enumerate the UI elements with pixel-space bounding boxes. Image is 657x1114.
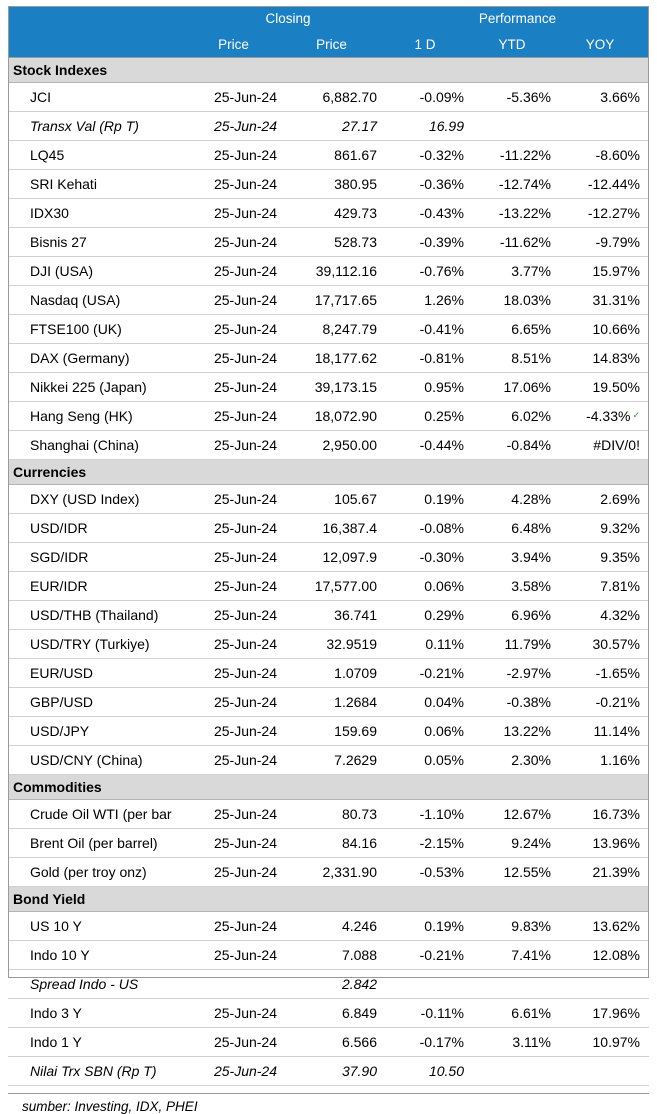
table-row <box>8 373 649 402</box>
table-row <box>8 257 649 286</box>
row-date: 25-Jun-24 <box>190 572 286 601</box>
row-label: SGD/IDR <box>8 543 190 572</box>
row-price: 1.2684 <box>286 688 386 717</box>
row-label: Bisnis 27 <box>8 228 190 257</box>
row-price: 528.73 <box>286 228 386 257</box>
row-label: US 10 Y <box>8 912 190 941</box>
table-row <box>8 315 649 344</box>
row-price: 159.69 <box>286 717 386 746</box>
row-price: 6.566 <box>286 1028 386 1057</box>
row-1d: -0.32% <box>386 141 473 170</box>
row-1d: -0.09% <box>386 83 473 112</box>
row-price: 8,247.79 <box>286 315 386 344</box>
row-price: 6,882.70 <box>286 83 386 112</box>
row-1d: 0.25% <box>386 402 473 431</box>
row-label: IDX30 <box>8 199 190 228</box>
table-row <box>8 141 649 170</box>
source-note: sumber: Investing, IDX, PHEI <box>8 1093 649 1114</box>
row-date: 25-Jun-24 <box>190 170 286 199</box>
row-price: 80.73 <box>286 800 386 829</box>
row-yoy: 21.39% <box>560 858 649 887</box>
header-performance: Performance <box>386 6 649 31</box>
row-label: USD/THB (Thailand) <box>8 601 190 630</box>
row-label: Nilai Trx SBN (Rp T) <box>8 1057 190 1086</box>
section-title: Stock Indexes <box>8 58 649 83</box>
row-1d: -0.44% <box>386 431 473 460</box>
row-yoy: -12.44% <box>560 170 649 199</box>
row-date: 25-Jun-24 <box>190 83 286 112</box>
row-1d: -1.10% <box>386 800 473 829</box>
table-row <box>8 1028 649 1057</box>
row-label: USD/CNY (China) <box>8 746 190 775</box>
header-sub-ytd: YTD <box>473 31 560 58</box>
row-date: 25-Jun-24 <box>190 688 286 717</box>
row-label: LQ45 <box>8 141 190 170</box>
row-1d: -0.36% <box>386 170 473 199</box>
row-price: 39,173.15 <box>286 373 386 402</box>
row-yoy: 10.66% <box>560 315 649 344</box>
table-row <box>8 344 649 373</box>
row-label: JCI <box>8 83 190 112</box>
row-yoy: -4.33% ✓ <box>560 402 649 431</box>
row-yoy: 16.73% <box>560 800 649 829</box>
row-label: Hang Seng (HK) <box>8 402 190 431</box>
row-label: Gold (per troy onz) <box>8 858 190 887</box>
row-date: 25-Jun-24 <box>190 141 286 170</box>
row-ytd: 7.41% <box>473 941 560 970</box>
row-label: USD/TRY (Turkiye) <box>8 630 190 659</box>
row-yoy: 4.32% <box>560 601 649 630</box>
row-label: Transx Val (Rp T) <box>8 112 190 141</box>
row-1d: -0.11% <box>386 999 473 1028</box>
row-1d: -0.39% <box>386 228 473 257</box>
table-row <box>8 199 649 228</box>
row-ytd: -2.97% <box>473 659 560 688</box>
row-label: USD/JPY <box>8 717 190 746</box>
row-1d: 0.19% <box>386 485 473 514</box>
row-label: GBP/USD <box>8 688 190 717</box>
row-yoy: 1.16% <box>560 746 649 775</box>
row-date: 25-Jun-24 <box>190 514 286 543</box>
table-row <box>8 514 649 543</box>
table-row <box>8 800 649 829</box>
row-ytd: -13.22% <box>473 199 560 228</box>
row-label: Nikkei 225 (Japan) <box>8 373 190 402</box>
row-date: 25-Jun-24 <box>190 999 286 1028</box>
row-label: FTSE100 (UK) <box>8 315 190 344</box>
row-1d: 0.04% <box>386 688 473 717</box>
row-ytd: 8.51% <box>473 344 560 373</box>
row-price: 12,097.9 <box>286 543 386 572</box>
row-1d: -0.21% <box>386 941 473 970</box>
row-date: 25-Jun-24 <box>190 286 286 315</box>
row-ytd: 3.77% <box>473 257 560 286</box>
row-ytd: 6.96% <box>473 601 560 630</box>
row-ytd <box>473 112 560 141</box>
table-row <box>8 858 649 887</box>
row-date: 25-Jun-24 <box>190 257 286 286</box>
row-date: 25-Jun-24 <box>190 941 286 970</box>
row-price: 84.16 <box>286 829 386 858</box>
row-price: 17,577.00 <box>286 572 386 601</box>
table-row <box>8 688 649 717</box>
row-label: DXY (USD Index) <box>8 485 190 514</box>
row-price: 32.9519 <box>286 630 386 659</box>
row-price: 2,331.90 <box>286 858 386 887</box>
table-row <box>8 999 649 1028</box>
row-price: 1.0709 <box>286 659 386 688</box>
row-yoy: 12.08% <box>560 941 649 970</box>
row-yoy: 15.97% <box>560 257 649 286</box>
row-ytd: 3.11% <box>473 1028 560 1057</box>
row-ytd: 17.06% <box>473 373 560 402</box>
row-yoy: 7.81% <box>560 572 649 601</box>
table-header-group <box>8 6 649 58</box>
green-check-icon: ✓ <box>632 410 640 420</box>
row-label: Nasdaq (USA) <box>8 286 190 315</box>
table-row <box>8 170 649 199</box>
table-row <box>8 402 649 431</box>
row-label: EUR/USD <box>8 659 190 688</box>
row-label: Crude Oil WTI (per bar <box>8 800 190 829</box>
row-yoy: 3.66% <box>560 83 649 112</box>
row-date: 25-Jun-24 <box>190 485 286 514</box>
section-header-row <box>8 460 649 485</box>
row-price: 2,950.00 <box>286 431 386 460</box>
row-date: 25-Jun-24 <box>190 858 286 887</box>
row-label: DAX (Germany) <box>8 344 190 373</box>
row-yoy: -1.65% <box>560 659 649 688</box>
row-yoy <box>560 970 649 999</box>
table-row <box>8 970 649 999</box>
table-row <box>8 630 649 659</box>
section-title: Commodities <box>8 775 649 800</box>
row-1d: 0.95% <box>386 373 473 402</box>
row-ytd: -11.22% <box>473 141 560 170</box>
row-ytd <box>473 970 560 999</box>
row-date: 25-Jun-24 <box>190 630 286 659</box>
row-date: 25-Jun-24 <box>190 228 286 257</box>
row-ytd: 3.58% <box>473 572 560 601</box>
row-label: Indo 3 Y <box>8 999 190 1028</box>
row-1d: 0.11% <box>386 630 473 659</box>
row-ytd: 6.65% <box>473 315 560 344</box>
table-row <box>8 1057 649 1086</box>
header-sub-date-price: Price <box>190 31 286 58</box>
row-ytd: -0.38% <box>473 688 560 717</box>
table-row <box>8 228 649 257</box>
row-yoy: 10.97% <box>560 1028 649 1057</box>
row-ytd: 13.22% <box>473 717 560 746</box>
row-1d: 0.06% <box>386 572 473 601</box>
row-yoy: 2.69% <box>560 485 649 514</box>
market-data-table <box>8 6 649 1086</box>
row-price: 861.67 <box>286 141 386 170</box>
section-title: Currencies <box>8 460 649 485</box>
row-1d: 0.19% <box>386 912 473 941</box>
row-label: SRI Kehati <box>8 170 190 199</box>
table-row <box>8 829 649 858</box>
row-1d: -0.81% <box>386 344 473 373</box>
header-blank-cell <box>8 6 190 31</box>
row-yoy: 19.50% <box>560 373 649 402</box>
row-ytd: 3.94% <box>473 543 560 572</box>
row-yoy: 11.14% <box>560 717 649 746</box>
row-label: Spread Indo - US <box>8 970 190 999</box>
row-ytd: 9.83% <box>473 912 560 941</box>
row-1d: -0.08% <box>386 514 473 543</box>
row-price: 6.849 <box>286 999 386 1028</box>
row-1d: -0.41% <box>386 315 473 344</box>
row-date: 25-Jun-24 <box>190 601 286 630</box>
row-price: 4.246 <box>286 912 386 941</box>
row-date: 25-Jun-24 <box>190 112 286 141</box>
row-yoy: 9.35% <box>560 543 649 572</box>
row-date: 25-Jun-24 <box>190 1028 286 1057</box>
row-date: 25-Jun-24 <box>190 912 286 941</box>
row-1d: -0.43% <box>386 199 473 228</box>
row-yoy: #DIV/0! <box>560 431 649 460</box>
row-ytd: 2.30% <box>473 746 560 775</box>
row-label: Brent Oil (per barrel) <box>8 829 190 858</box>
row-label: DJI (USA) <box>8 257 190 286</box>
row-ytd <box>473 1057 560 1086</box>
row-price: 16,387.4 <box>286 514 386 543</box>
row-price: 429.73 <box>286 199 386 228</box>
row-date: 25-Jun-24 <box>190 659 286 688</box>
row-date: 25-Jun-24 <box>190 431 286 460</box>
table-row <box>8 543 649 572</box>
row-date: 25-Jun-24 <box>190 717 286 746</box>
row-ytd: 6.61% <box>473 999 560 1028</box>
section-header-row <box>8 887 649 912</box>
table-row <box>8 717 649 746</box>
row-1d: 10.50 <box>386 1057 473 1086</box>
row-yoy: 31.31% <box>560 286 649 315</box>
row-1d: 0.05% <box>386 746 473 775</box>
row-yoy: -8.60% <box>560 141 649 170</box>
row-yoy: 9.32% <box>560 514 649 543</box>
row-ytd: -12.74% <box>473 170 560 199</box>
row-1d: -0.76% <box>386 257 473 286</box>
row-date: 25-Jun-24 <box>190 800 286 829</box>
row-yoy <box>560 112 649 141</box>
row-ytd: 11.79% <box>473 630 560 659</box>
row-price: 7.088 <box>286 941 386 970</box>
row-1d: 0.06% <box>386 717 473 746</box>
row-ytd: 18.03% <box>473 286 560 315</box>
row-date: 25-Jun-24 <box>190 829 286 858</box>
row-price: 18,177.62 <box>286 344 386 373</box>
row-1d: 1.26% <box>386 286 473 315</box>
row-ytd: 4.28% <box>473 485 560 514</box>
header-row-top <box>8 6 649 31</box>
row-price: 17,717.65 <box>286 286 386 315</box>
table-row <box>8 485 649 514</box>
row-price: 36.741 <box>286 601 386 630</box>
row-ytd: -5.36% <box>473 83 560 112</box>
row-yoy: 17.96% <box>560 999 649 1028</box>
section-header-row <box>8 58 649 83</box>
row-ytd: 6.48% <box>473 514 560 543</box>
row-label: Indo 1 Y <box>8 1028 190 1057</box>
row-label: EUR/IDR <box>8 572 190 601</box>
table-row <box>8 572 649 601</box>
row-date: 25-Jun-24 <box>190 543 286 572</box>
row-price: 18,072.90 <box>286 402 386 431</box>
header-sub-yoy: YOY <box>560 31 649 58</box>
row-price: 2.842 <box>286 970 386 999</box>
row-1d: 16.99 <box>386 112 473 141</box>
row-yoy: 13.62% <box>560 912 649 941</box>
row-ytd: 9.24% <box>473 829 560 858</box>
section-header-row <box>8 775 649 800</box>
row-date: 25-Jun-24 <box>190 373 286 402</box>
row-1d: -0.30% <box>386 543 473 572</box>
row-ytd: 12.67% <box>473 800 560 829</box>
table-row <box>8 941 649 970</box>
row-price: 105.67 <box>286 485 386 514</box>
header-blank-cell-2 <box>8 31 190 58</box>
row-label: Indo 10 Y <box>8 941 190 970</box>
header-sub-1d: 1 D <box>386 31 473 58</box>
row-date: 25-Jun-24 <box>190 315 286 344</box>
row-date: 25-Jun-24 <box>190 402 286 431</box>
row-yoy: -0.21% <box>560 688 649 717</box>
row-price: 27.17 <box>286 112 386 141</box>
row-price: 39,112.16 <box>286 257 386 286</box>
row-1d: -0.21% <box>386 659 473 688</box>
row-yoy: -12.27% <box>560 199 649 228</box>
header-sub-price: Price <box>286 31 386 58</box>
row-date: 25-Jun-24 <box>190 1057 286 1086</box>
row-ytd: -0.84% <box>473 431 560 460</box>
table-row <box>8 746 649 775</box>
row-price: 380.95 <box>286 170 386 199</box>
row-yoy: 13.96% <box>560 829 649 858</box>
row-price: 7.2629 <box>286 746 386 775</box>
row-label: Shanghai (China) <box>8 431 190 460</box>
table-row <box>8 431 649 460</box>
row-ytd: 6.02% <box>473 402 560 431</box>
row-price: 37.90 <box>286 1057 386 1086</box>
table-row <box>8 912 649 941</box>
table-row <box>8 83 649 112</box>
table-body <box>8 58 649 1086</box>
row-label: USD/IDR <box>8 514 190 543</box>
row-1d <box>386 970 473 999</box>
row-yoy: -9.79% <box>560 228 649 257</box>
row-1d: -0.53% <box>386 858 473 887</box>
row-yoy: 30.57% <box>560 630 649 659</box>
row-ytd: -11.62% <box>473 228 560 257</box>
row-date: 25-Jun-24 <box>190 344 286 373</box>
row-1d: -0.17% <box>386 1028 473 1057</box>
row-yoy <box>560 1057 649 1086</box>
table-row <box>8 601 649 630</box>
row-date <box>190 970 286 999</box>
row-ytd: 12.55% <box>473 858 560 887</box>
row-yoy: 14.83% <box>560 344 649 373</box>
header-closing: Closing <box>190 6 386 31</box>
header-row-bottom <box>8 31 649 58</box>
table-row <box>8 286 649 315</box>
row-date: 25-Jun-24 <box>190 199 286 228</box>
row-date: 25-Jun-24 <box>190 746 286 775</box>
section-title: Bond Yield <box>8 887 649 912</box>
table-row <box>8 659 649 688</box>
row-1d: 0.29% <box>386 601 473 630</box>
row-1d: -2.15% <box>386 829 473 858</box>
table-row <box>8 112 649 141</box>
